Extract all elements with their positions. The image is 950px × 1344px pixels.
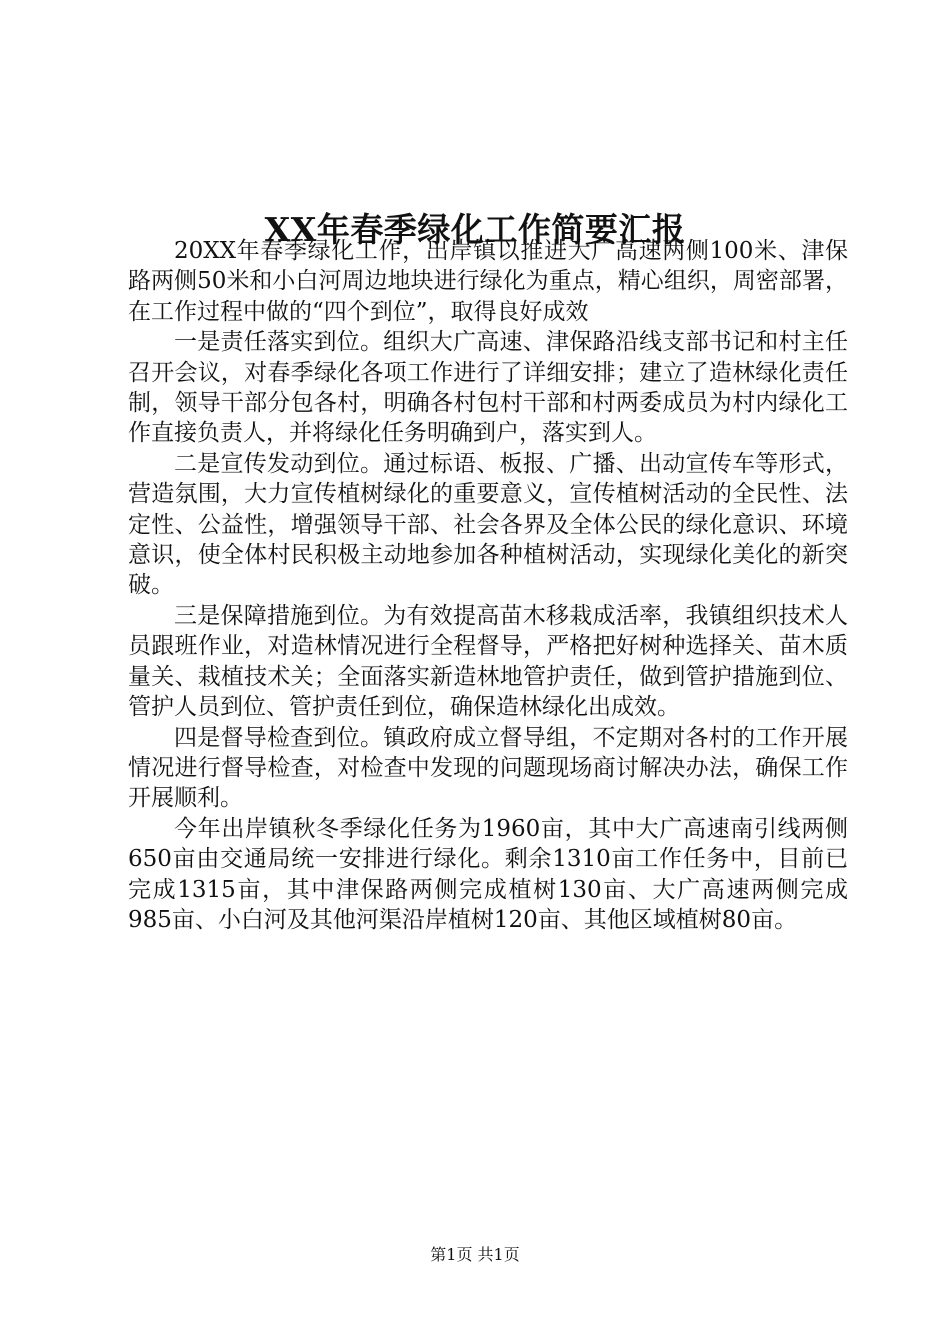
page-footer: 第1页 共1页: [430, 1245, 520, 1264]
paragraph-responsibility: 一是责任落实到位。组织大广高速、津保路沿线支部书记和村主任召开会议，对春季绿化各项工作进行了详细安排；建立了造林绿化责任制，领导干部分包各村，明确各村包村干部和村两委成员为村内绿化工作直接负责人，并将绿化任务明确到户，落实到人。: [128, 329, 848, 447]
paragraph-publicity: 二是宣传发动到位。通过标语、板报、广播、出动宣传车等形式，营造氛围，大力宣传植树绿化的重要意义，宣传植树活动的全民性、法定性、公益性，增强领导干部、社会各界及全体公民的绿化意识、环境意识，使全体村民积极主动地参加各种植树活动，实现绿化美化的新突破。: [128, 450, 848, 599]
page-title: XX年春季绿化工作简要汇报: [264, 210, 686, 250]
paragraph-inspection: 四是督导检查到位。镇政府成立督导组，不定期对各村的工作开展情况进行督导检查，对检查中发现的问题现场商讨解决办法，确保工作开展顺利。: [128, 724, 848, 812]
paragraph-safeguard: 三是保障措施到位。为有效提高苗木移栽成活率，我镇组织技术人员跟班作业，对造林情况进行全程督导，严格把好树种选择关、苗木质量关、栽植技术关；全面落实新造林地管护责任，做到管护措施到位、管护人员到位、管护责任到位，确保造林绿化出成效。: [128, 602, 848, 721]
document-body: [128, 236, 848, 935]
paragraph-intro: 20XX年春季绿化工作，出岸镇以推进大广高速两侧100米、津保路两侧50米和小白河周边地块进行绿化为重点，精心组织，周密部署，在工作过程中做的“四个到位”，取得良好成效: [128, 238, 848, 325]
paragraph-progress: 今年出岸镇秋冬季绿化任务为1960亩，其中大广高速南引线两侧650亩由交通局统一安排进行绿化。剩余1310亩工作任务中，目前已完成1315亩，其中津保路两侧完成植树130亩、大广高速两侧完成985亩、小白河及其他河渠沿岸植树120亩、其他区域植树80亩。: [128, 815, 848, 933]
